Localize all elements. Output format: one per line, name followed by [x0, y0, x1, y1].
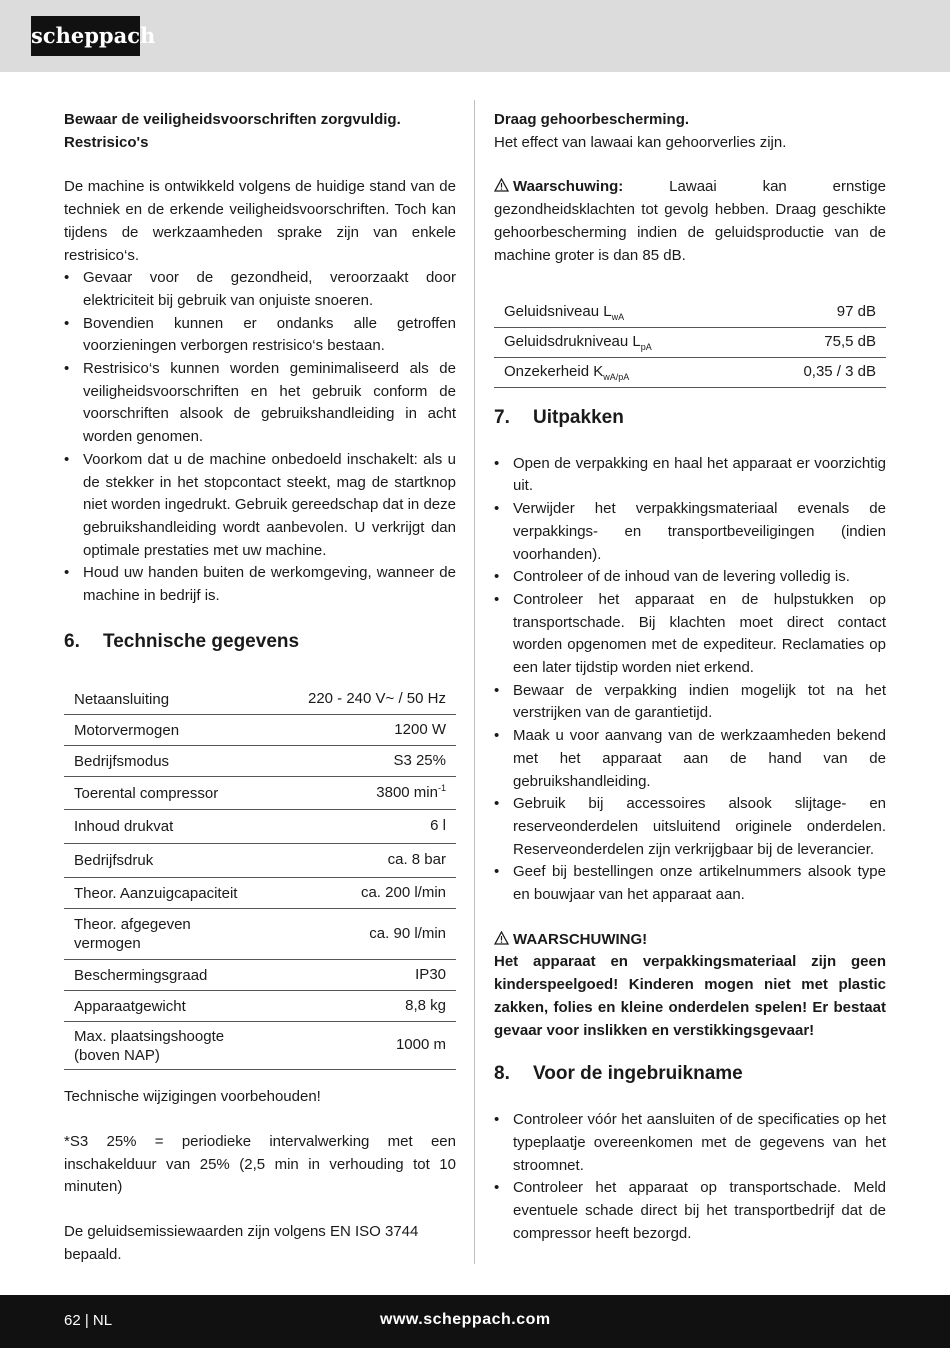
noise-warning: Waarschuwing: Lawaai kan ernstige gezondheidsklachten tot gevolg hebben. Draag geschikte gehoorbescherming indien de geluidsproductie van de machine groter is dan 85 dB.	[494, 178, 886, 264]
packaging-warning-title: WAARSCHUWING!	[494, 929, 886, 952]
list-item: • Verwijder het verpakkingsmateriaal evenals de verpakkings- en transportbeveiligingen (indien voorhanden).	[494, 498, 886, 566]
intro-paragraph: De machine is ontwikkeld volgens de huidige stand van de techniek en de erkende veiligheidsvoorschriften. Toch kan tijdens de werkzaamheden sprake zijn van enkele restrisico‘s.	[64, 178, 456, 264]
noise-values-table	[494, 297, 886, 388]
table-row: Bedrijfsmodus S3 25%	[64, 746, 456, 777]
table-row: Geluidsdrukniveau $L_{pA}$ 75,5 dB	[494, 327, 886, 357]
list-item: • Controleer het apparaat en de hulpstukken op transportschade. Bij klachten moet direct contact worden opgenomen met de expediteur. Reclamaties op een later tijdstip worden niet erkend.	[494, 589, 886, 680]
packaging-warning-text: Het apparaat en verpakkingsmateriaal zijn geen kinderspeelgoed! Kinderen mogen niet met plastic zakken, folies en kleine onderdelen spelen! Er bestaat gevaar voor inslikken en verstikkingsgevaar!	[494, 953, 886, 1039]
list-item: • Gebruik bij accessoires alsook slijtage- en reserveonderdelen uitsluitend originele onderdelen. Reserveonderdelen zijn verkrijgbaar bij de leverancier.	[494, 793, 886, 861]
table-row: Max. plaatsingshoogte (boven NAP) 1000 m	[64, 1022, 456, 1070]
table-row: Netaansluiting 220 - 240 V~ / 50 Hz	[64, 684, 456, 715]
left-column	[64, 109, 456, 1266]
section-6-heading: 6. Technische gegevens	[64, 630, 300, 652]
list-item: • Controleer of de inhoud van de levering volledig is.	[494, 566, 886, 589]
noise-emission-note: De geluidsemissiewaarden zijn volgens EN ISO 3744 bepaald.	[64, 1223, 419, 1263]
list-item: • Open de verpakking en haal het apparaat er voorzichtig uit.	[494, 453, 886, 498]
brand-logo: scheppach	[31, 16, 140, 56]
table-row: Motorvermogen 1200 W	[64, 715, 456, 746]
s3-note: *S3 25% = periodieke intervalwerking met een inschakelduur van 25% (2,5 min in verhouding tot 10 minuten)	[64, 1132, 456, 1196]
list-item: • Houd uw handen buiten de werkomgeving, wanneer de machine in bedrijf is.	[64, 562, 456, 607]
list-item: • Bewaar de verpakking indien mogelijk tot na het verstrijken van de garantietijd.	[494, 680, 886, 725]
list-item: • Voorkom dat u de machine onbedoeld inschakelt: als u de stekker in het stopcontact steekt, mag de startknop niet worden ingedrukt. Gebruik gereedschap dat in deze gebruikshandleiding wordt aanbevolen. U verkrijgt dan optimale prestaties met uw machine.	[64, 449, 456, 563]
list-item: • Controleer vóór het aansluiten of de specificaties op het typeplaatje overeenkomen met de gegevens van het stroomnet.	[494, 1109, 886, 1177]
list-item: • Controleer het apparaat op transportschade. Meld eventuele schade direct bij het transportbedrijf dat de compressor heeft bezorgd.	[494, 1177, 886, 1245]
safety-keep-heading: Bewaar de veiligheidsvoorschriften zorgvuldig.	[64, 111, 401, 128]
table-row: Theor. afgegeven vermogen ca. 90 l/min	[64, 909, 456, 960]
list-item: • Bovendien kunnen er ondanks alle getroffen voorzieningen verborgen restrisico‘s bestaan.	[64, 313, 456, 358]
list-item: • Restrisico‘s kunnen worden geminimaliseerd als de veiligheidsvoorschriften en het gebruik conform de voorschriften alsook de gebruikshandleiding in acht worden genomen.	[64, 358, 456, 449]
residual-risk-list	[64, 267, 456, 608]
table-row: Onzekerheid $K_{wA/pA}$ 0,35 / 3 dB	[494, 357, 886, 387]
header-bar	[0, 0, 950, 72]
table-row: Bedrijfsdruk ca. 8 bar	[64, 844, 456, 878]
table-row: Inhoud drukvat 6 l	[64, 810, 456, 844]
table-row: Theor. Aanzuigcapaciteit ca. 200 l/min	[64, 878, 456, 909]
technical-data-table	[64, 684, 456, 1071]
table-row: Apparaatgewicht 8,8 kg	[64, 991, 456, 1022]
page-number: 62 | NL	[64, 1312, 113, 1329]
residual-risks-heading: Restrisico's	[64, 133, 149, 151]
technical-changes-note: Technische wijzigingen voorbehouden!	[64, 1088, 321, 1106]
list-item: • Geef bij bestellingen onze artikelnummers alsook type en bouwjaar van het apparaat aan.	[494, 861, 886, 906]
footer-bar	[0, 1295, 950, 1348]
column-divider	[474, 100, 475, 1264]
unpacking-list	[494, 453, 886, 907]
section-8-heading: 8. Voor de ingebruikname	[494, 1063, 743, 1085]
right-column	[494, 109, 886, 1246]
ear-protection-heading: Draag gehoorbescherming.	[494, 111, 690, 128]
warning-triangle-icon	[494, 178, 509, 192]
table-row: Beschermingsgraad IP30	[64, 960, 456, 991]
list-item: • Gevaar voor de gezondheid, veroorzaakt door elektriciteit bij gebruik van onjuiste snoeren.	[64, 267, 456, 312]
table-row: Geluidsniveau $L_{wA}$ 97 dB	[494, 297, 886, 327]
table-row: Toerental compressor 3800 $\min^{-1}$	[64, 777, 456, 810]
ear-protection-text: Het effect van lawaai kan gehoorverlies zijn.	[494, 133, 787, 151]
warning-triangle-icon	[494, 931, 509, 945]
website-link[interactable]: www.scheppach.com	[380, 1311, 551, 1328]
section-7-heading: 7. Uitpakken	[494, 406, 624, 428]
before-use-list	[494, 1109, 886, 1245]
list-item: • Maak u voor aanvang van de werkzaamheden bekend met het apparaat aan de hand van de gebruikshandleiding.	[494, 725, 886, 793]
